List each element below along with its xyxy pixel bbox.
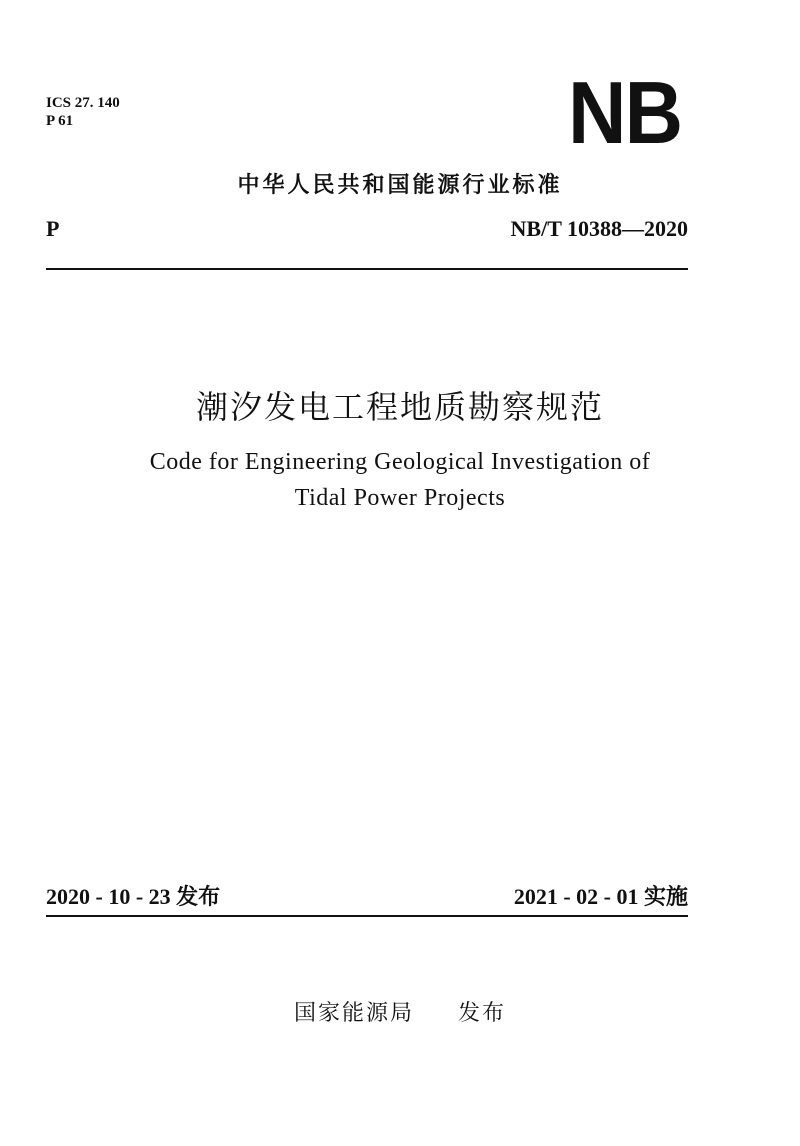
title-english-line1: Code for Engineering Geological Investigation of: [149, 449, 651, 475]
implementation-date: 2021 - 02 - 01 实施: [513, 884, 688, 909]
nb-logo: NB: [568, 63, 682, 162]
bottom-divider: [46, 915, 688, 917]
title-english-line2: Tidal Power Projects: [294, 485, 506, 511]
standard-number: NB/T 10388—2020: [510, 216, 688, 241]
top-divider: [46, 268, 688, 270]
publisher-name: 国家能源局: [293, 1001, 414, 1026]
ics-code: ICS 27. 140: [46, 95, 120, 111]
category-code: P: [46, 216, 60, 241]
standard-type: 中华人民共和国能源行业标准: [237, 173, 563, 198]
publisher-action: 发布: [458, 1001, 507, 1026]
issue-date: 2020 - 10 - 23 发布: [46, 884, 221, 909]
ccs-code: P 61: [46, 113, 74, 129]
publisher: [0, 996, 800, 1027]
classification-codes: [46, 94, 120, 130]
title-chinese: 潮汐发电工程地质勘察规范: [195, 389, 604, 425]
title-english: [0, 444, 800, 516]
